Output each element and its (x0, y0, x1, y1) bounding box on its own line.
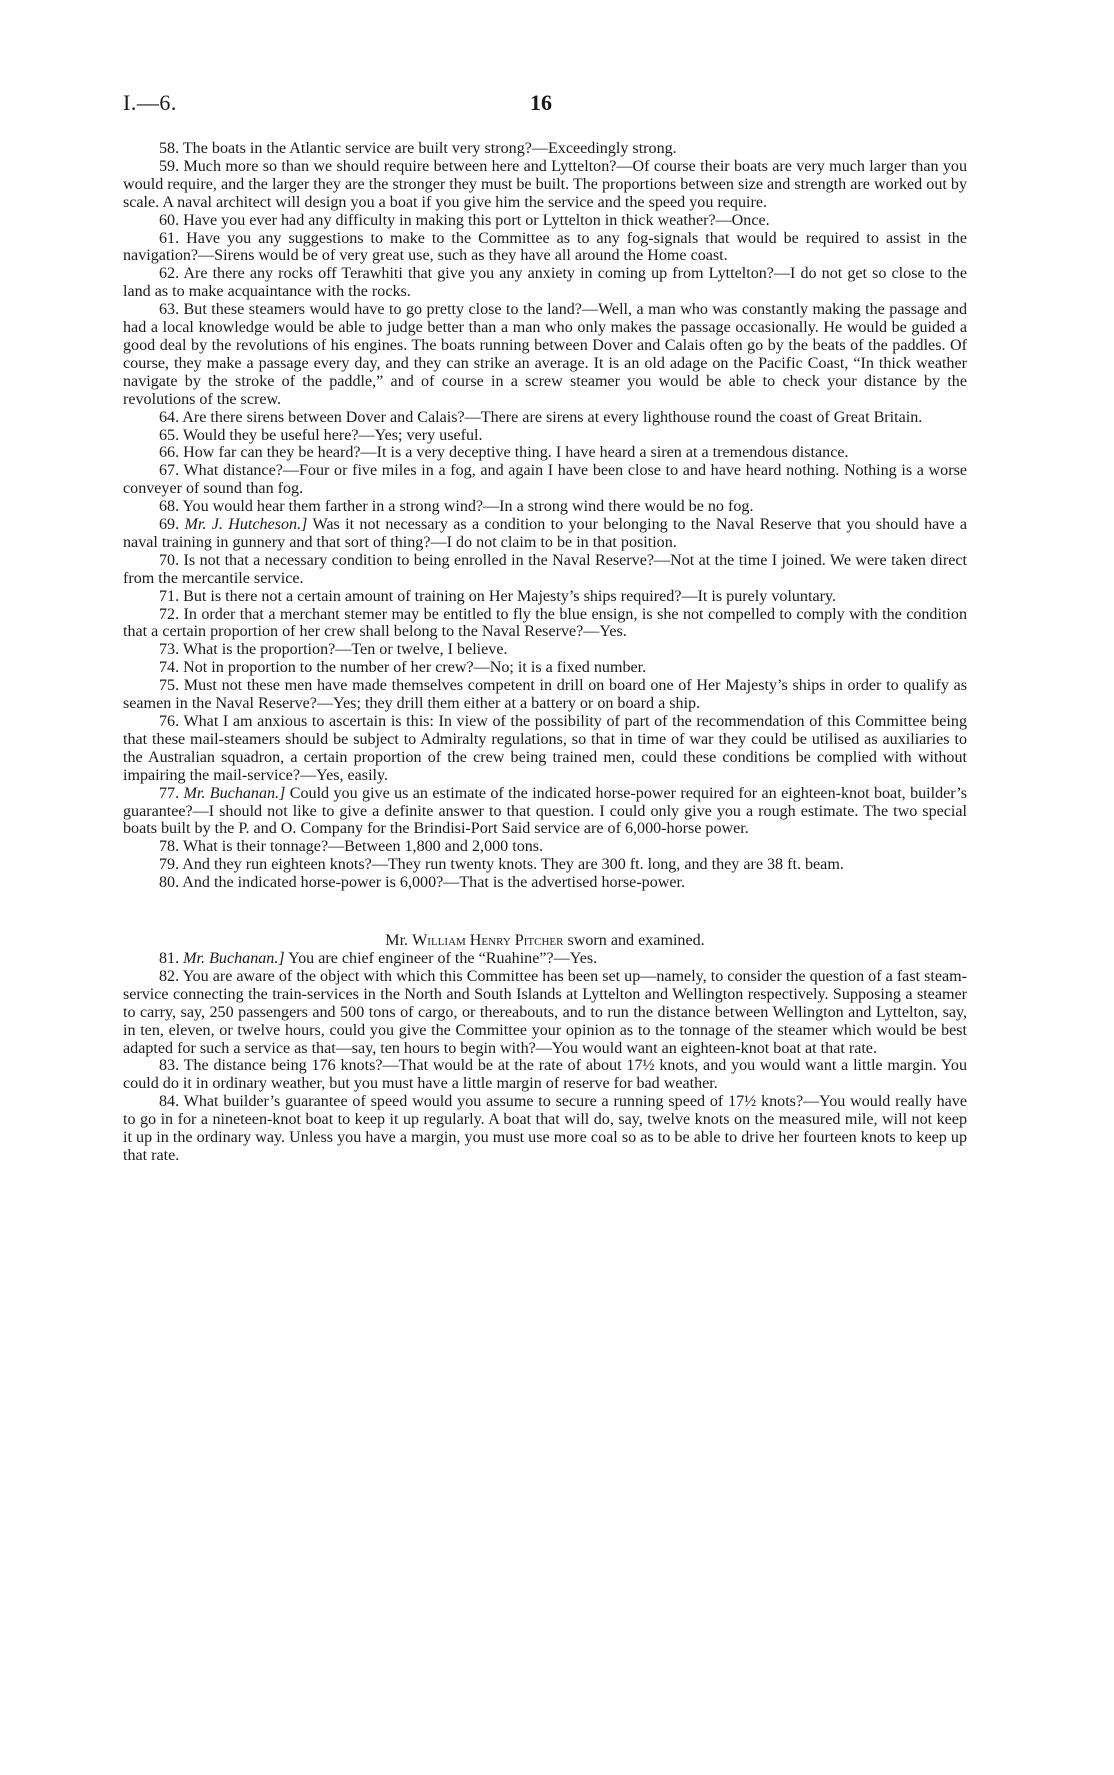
paragraph-group-b (123, 552, 967, 785)
paragraph-77-number: 77. (159, 784, 180, 802)
paragraph: 82. You are aware of the object with which this Committee has been set up—namely, to consider the question of a fast steam-service connecting the train-services in the North and South Islands at Lyttelton and Wellington respectively. Supposing a steamer to carry, say, 250 passengers and 500 tons of cargo, or thereabouts, and to run the distance between Wellington and Lyttelton, say, in ten, eleven, or twelve hours, could you give the Committee your opinion as to the tonnage of the steamer which would be best adapted for such a service as that—say, ten hours to begin with?—You would want an eighteen-knot boat at that rate. (123, 967, 967, 1057)
paragraph-group-c (123, 838, 967, 892)
paragraph-81 (123, 950, 967, 968)
paragraph: 70. Is not that a necessary condition to being enrolled in the Naval Reserve?—Not at the time I joined. We were taken direct from the mercantile service. (123, 551, 967, 587)
paragraph: 72. In order that a merchant stemer may be entitled to fly the blue ensign, is she not compelled to comply with the condition that a certain proportion of her crew shall belong to the Naval Reserve?—Yes. (123, 605, 967, 641)
paragraph-69-speaker: Mr. J. Hutcheson.] (184, 516, 308, 534)
witness-heading (123, 932, 967, 950)
paragraph: 84. What builder’s guarantee of speed would you assume to secure a running speed of 17½ knots?—You would really have to go in for a nineteen-knot boat to keep it up regularly. A boat that will do, say, twelve knots on the measured mile, will not keep it up in the ordinary way. Unless you have a margin, you must use more coal so as to be able to drive her fourteen knots to keep up that rate. (123, 1093, 967, 1164)
paragraph: 66. How far can they be heard?—It is a very deceptive thing. I have heard a siren at a tremendous distance. (159, 444, 849, 462)
paragraph-69-text: Was it not necessary as a condition to your belonging to the Naval Reserve that you should have a naval training in gunnery and that sort of thing?—I do not claim to be in that position. (123, 516, 967, 551)
page-number: 16 (530, 90, 552, 115)
paragraph-77-speaker: Mr. Buchanan.] (183, 784, 286, 802)
paragraph: 60. Have you ever had any difficulty in making this port or Lyttelton in thick weather?—Once. (159, 211, 770, 229)
paragraph-77-text: Could you give us an estimate of the indicated horse-power required for an eighteen-knot boat, builder’s guarantee?—I should not like to give a definite answer to that question. I could only give you a rough estimate. The two special boats built by the P. and O. Company for the Brindisi-Port Said service are of 6,000-horse power. (123, 784, 967, 838)
paragraph: 79. And they run eighteen knots?—They run twenty knots. They are 300 ft. long, and they are 38 ft. beam. (159, 856, 844, 874)
paragraph: 74. Not in proportion to the number of her crew?—No; it is a fixed number. (159, 659, 647, 677)
paragraph-77 (123, 785, 967, 839)
paragraph: 58. The boats in the Atlantic service are built very strong?—Exceedingly strong. (159, 140, 677, 157)
witness-name: William Henry Pitcher (412, 932, 564, 950)
paragraph-81-text: You are chief engineer of the “Ruahine”?—Yes. (288, 949, 598, 967)
paragraph: 75. Must not these men have made themselves competent in drill on board one of Her Majesty’s ships in order to qualify as seamen in the Naval Reserve?—Yes; they drill them either at a battery or on board a ship. (123, 677, 967, 713)
paragraph: 64. Are there sirens between Dover and Calais?—There are sirens at every lighthouse round the coast of Great Britain. (159, 408, 923, 426)
paper-reference: I.—6. (123, 90, 177, 115)
witness-heading-suffix: sworn and examined. (563, 932, 705, 950)
paragraph-81-number: 81. (159, 949, 180, 967)
paragraph-group-a (123, 140, 967, 516)
paragraph: 78. What is their tonnage?—Between 1,800 and 2,000 tons. (159, 838, 544, 856)
paragraph: 63. But these steamers would have to go pretty close to the land?—Well, a man who was constantly making the passage and had a local knowledge would be able to judge better than a man who only makes the passage occasionally. He would be guided a good deal by the revolutions of his engines. The boats running between Dover and Calais often go by the beats of the paddles. Of course, they make a passage every day, and they can strike an average. It is an old adage on the Pacific Coast, “In thick weather navigate by the stroke of the paddle,” and of course in a screw steamer you would be able to check your distance by the revolutions of the screw. (123, 301, 967, 408)
paragraph: 68. You would hear them farther in a strong wind?—In a strong wind there would be no fog. (159, 498, 754, 516)
paragraph: 83. The distance being 176 knots?—That would be at the rate of about 17½ knots, and you would want a little margin. You could do it in ordinary weather, but you must have a little margin of reserve for bad weather. (123, 1057, 967, 1093)
paragraph-81-speaker: Mr. Buchanan.] (183, 949, 285, 967)
paragraph: 62. Are there any rocks off Terawhiti that give you any anxiety in coming up from Lyttelton?—I do not get so close to the land as to make acquaintance with the rocks. (123, 265, 967, 301)
paragraph: 65. Would they be useful here?—Yes; very useful. (159, 426, 483, 444)
paragraph: 76. What I am anxious to ascertain is this: In view of the possibility of part of the recommendation of this Committee being that these mail-steamers should be subject to Admiralty regulations, so that in time of war they could be utilised as auxiliaries to the Australian squadron, a certain proportion of the crew being trained men, could these conditions be complied with without impairing the mail-service?—Yes, easily. (123, 713, 967, 784)
paragraph: 73. What is the proportion?—Ten or twelve, I believe. (159, 641, 508, 659)
paragraph: 67. What distance?—Four or five miles in a fog, and again I have been close to and have heard nothing. Nothing is a worse conveyer of sound than fog. (123, 462, 967, 498)
paragraph-group-d (123, 968, 967, 1165)
paragraph: 59. Much more so than we should require between here and Lyttelton?—Of course their boats are very much larger than you would require, and the larger they are the stronger they must be built. The proportions between size and strength are worked out by scale. A naval architect will design you a boat if you give him the service and the speed you require. (123, 157, 967, 211)
document-body (123, 140, 967, 1165)
paragraph: 71. But is there not a certain amount of training on Her Majesty’s ships required?—It is purely voluntary. (159, 587, 836, 605)
paragraph: 61. Have you any suggestions to make to the Committee as to any fog-signals that would be required to assist in the navigation?—Sirens would be of very great use, such as they have all around the Home coast. (123, 229, 967, 265)
paragraph: 80. And the indicated horse-power is 6,000?—That is the advertised horse-power. (159, 874, 686, 892)
witness-heading-prefix: Mr. (385, 932, 413, 950)
paragraph-69-number: 69. (159, 516, 180, 534)
paragraph-69 (123, 516, 967, 552)
